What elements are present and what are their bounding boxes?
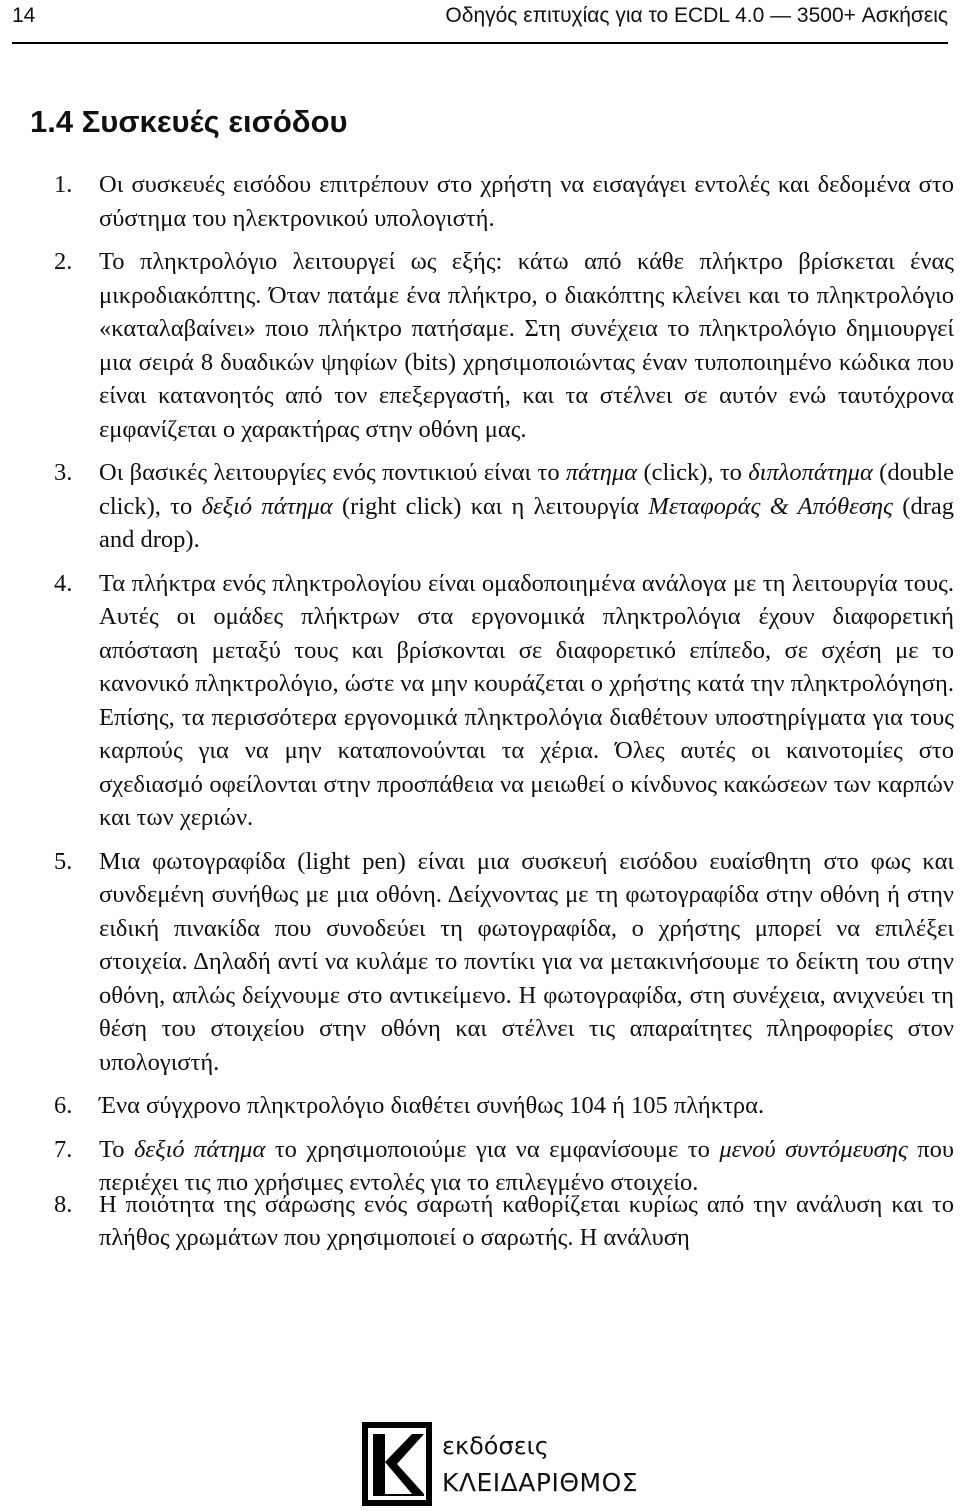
section-title: 1.4 Συσκευές εισόδου xyxy=(30,104,348,139)
text-run: Η ποιότητα της σάρωσης ενός σαρωτή καθορίζεται κυρίως από την ανάλυση και το πλήθος χρωμάτων που χρησιμοποιεί ο σαρωτής. Η ανάλυση xyxy=(99,1190,954,1251)
publisher-line1: εκδόσεις xyxy=(442,1432,549,1460)
item-number: 1. xyxy=(54,171,73,198)
text-run: Οι βασικές λειτουργίες ενός ποντικιού είναι το xyxy=(99,459,566,486)
text-run: (double click), το xyxy=(99,459,954,520)
text-run: Τα πλήκτρα ενός πληκτρολογίου είναι ομαδοποιημένα ανάλογα με τη λειτουργία τους. Αυτές οι ομάδες πλήκτρων στα εργονομικά πληκτρολόγια έχουν διαφορετική απόσταση μεταξύ τους και βρίσκονται σε διαφορετικό επίπεδο, σε σχέση με το κανονικό πληκτρολόγιο, ώστε να μην κουράζεται ο χρήστης κατά την πληκτρολόγηση. Επίσης, τα περισσότερα εργονομικά πληκτρολόγια διαθέτουν υποστηρίγματα για τους καρπούς για να μην καταπονούνται τα χέρια. Όλες αυτές οι καινοτομίες στο σχεδιασμό οφείλονται στην προσπάθεια να μειωθεί ο κίνδυνος κακώσεων των καρπών και των χεριών. xyxy=(99,569,954,831)
italic-term: πάτημα xyxy=(565,459,638,486)
italic-term: διπλοπάτημα xyxy=(748,459,873,486)
item-text xyxy=(99,845,954,1080)
item-text xyxy=(99,1188,954,1255)
text-run: που περιέχει τις πιο χρήσιμες εντολές για το επιλεγμένο στοιχείο. xyxy=(99,1135,955,1196)
text-run: Το πληκτρολόγιο λειτουργεί ως εξής: κάτω από κάθε πλήκτρο βρίσκεται ένας μικροδιακόπτης. Όταν πατάμε ένα πλήκτρο, ο διακόπτης κλείνει και το πληκτρολόγιο «καταλαβαίνει» ποιο πλήκτρο πατήσαμε. Στη συνέχεια το πληκτρολόγιο δημιουργεί μια σειρά 8 δυαδικών ψηφίων (bits) χρησιμοποιώντας έναν τυποποιημένο κώδικα που είναι κατανοητός από τον επεξεργαστή, και τα στέλνει σε αυτόν ενώ ταυτόχρονα εμφανίζεται ο χαρακτήρας στην οθόνη μας. xyxy=(99,248,954,443)
item-number: 3. xyxy=(54,459,73,486)
text-run: Το xyxy=(99,1135,135,1163)
item-number: 2. xyxy=(54,248,73,275)
list-item xyxy=(54,567,954,835)
keyhole-k-icon xyxy=(362,1422,432,1506)
italic-term: Μεταφοράς & Απόθεσης xyxy=(648,492,894,520)
italic-term: μενού συντόμευσης xyxy=(719,1135,908,1163)
text-run: Μια φωτογραφίδα (light pen) είναι μια συσκευή εισόδου ευαίσθητη στο φως και συνδεμένη συνήθως με μια οθόνη. Δείχνοντας με τη φωτογραφίδα στην οθόνη ή στην ειδική πινακίδα που συνοδεύει τη φωτογραφίδα, ο χρήστης μπορεί να επιλέξει στοιχεία. Δηλαδή αντί να κυλάμε το ποντίκι για να μετακινήσουμε το δείκτη του στην οθόνη, απλώς δείχνουμε στο αντικείμενο. Η φωτογραφίδα, στη συνέχεια, ανιχνεύει τη θέση του στοιχείου στην οθόνη και στέλνει τις απαραίτητες πληροφορίες στον υπολογιστή. xyxy=(99,847,954,1076)
italic-term: δεξιό πάτημα xyxy=(134,1135,266,1163)
list-item xyxy=(54,845,954,1080)
item-text xyxy=(99,456,954,557)
item-number: 8. xyxy=(54,1190,73,1218)
item-number: 4. xyxy=(54,569,73,597)
text-run: (right click) και η λειτουργία xyxy=(332,492,649,520)
page-header xyxy=(12,0,948,44)
publisher-line2: ΚΛΕΙΔΑΡΙΘΜΟΣ xyxy=(442,1468,639,1497)
item-text xyxy=(99,567,954,835)
page-number: 14 xyxy=(12,4,36,27)
italic-term: δεξιό πάτημα xyxy=(201,492,333,520)
list-item xyxy=(54,168,954,235)
text-run: (click), το xyxy=(637,459,749,486)
list-item xyxy=(54,1089,954,1123)
exercise-list xyxy=(54,168,954,1265)
text-run: το χρησιμοποιούμε για να εμφανίσουμε το xyxy=(265,1135,720,1163)
list-item xyxy=(54,245,954,446)
publisher-logo xyxy=(362,1420,662,1510)
item-text xyxy=(99,1089,954,1123)
item-number: 7. xyxy=(54,1135,73,1163)
text-run: (drag and drop). xyxy=(99,492,954,553)
list-item xyxy=(54,1188,954,1255)
item-text xyxy=(99,168,954,235)
book-title: Οδηγός επιτυχίας για το ECDL 4.0 — 3500+ Ασκήσεις xyxy=(445,4,948,27)
item-text xyxy=(99,245,954,446)
item-number: 5. xyxy=(54,847,73,875)
item-number: 6. xyxy=(54,1092,73,1119)
list-item xyxy=(54,456,954,557)
text-run: Ένα σύγχρονο πληκτρολόγιο διαθέτει συνήθως 104 ή 105 πλήκτρα. xyxy=(99,1092,765,1119)
text-run: Οι συσκευές εισόδου επιτρέπουν στο χρήστη να εισαγάγει εντολές και δεδομένα στο σύστημα του ηλεκτρονικού υπολογιστή. xyxy=(99,171,954,232)
